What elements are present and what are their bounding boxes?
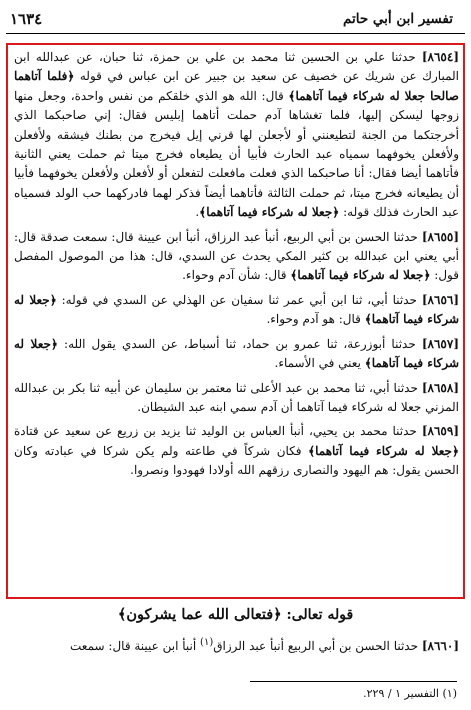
entry-text: حدثنا محمد بن يحيي، أنبأ العباس بن الوليد ثنا يزيد بن زريع عن سعيد عن قتادة	[14, 424, 422, 439]
footnote: (١) التفسير ١ / ٢٢٩.	[363, 687, 457, 700]
entry-8657	[14, 335, 459, 374]
verse-heading	[6, 606, 465, 630]
heading-verse: ﴿فتعالى الله عما يشركون﴾	[117, 606, 282, 623]
entry-text: .	[195, 205, 200, 220]
entry-number: [٨٦٦٠]	[421, 639, 459, 653]
quran-quote: ﴿جعلا له شركاء فيما آتاهما﴾	[308, 443, 459, 458]
footnote-divider	[250, 681, 457, 682]
entry-number: [٨٦٥٩]	[421, 424, 459, 439]
entry-text: حدثنا أبوزرعة، ثنا عمرو بن حماد، ثنا أسباط، عن السدي يقول الله:	[57, 336, 422, 351]
quran-quote: ﴿جعلا له شركاء فيما آتاهما﴾	[290, 268, 431, 283]
entry-number: [٨٦٥٤]	[421, 50, 459, 64]
entry-text: حدثنا أبي، ثنا ابن أبي عمر ثنا سفيان عن الهذلي عن السدي في قوله:	[56, 292, 422, 307]
entry-text: حدثنا علي بن الحسين ثنا محمد بن علي بن حمزة، ثنا حبان، عن عبدالله ابن المبارك عن شريك عن خصيف عن سعيد بن جبير عن ابن عباس في قوله	[14, 50, 459, 84]
entry-number: [٨٦٥٧]	[421, 336, 459, 351]
entry-text: قال: الله هو الذي خلقكم من نفس واحدة، وجعل منها زوجها ليسكن إليها، فلما تغشاها آدم حملت أتاهما إبليس فقال: إني صاحبكما الذي أخرجتكما من الجنة لتطيعنني أو لأجعلن لها قرني إيل فيخرج من بطنك فيشقه ولأفعلن ولأفعلن يخوفهما سمياه عبد الحارث فأبيا أن يطيعاه فخرج ميتا ثم حملت يعني الثانية فأتاهما أيضا فقال: أنا صاحبكما الذي فعلت مافعلت لتفعلن أو لأفعلن ولأفعلن يخوفهما فأبيا أن يطيعانه فخرج ميتا، ثم حملت الثالثة فأتاهما أيضاً فذكر لهما فادركهما حب الولد فسمياه عبد الحارث فذلك قوله:	[14, 88, 459, 220]
entry-text: أنبأ ابن عيينة قال: سمعت	[70, 639, 201, 653]
entry-8660	[14, 633, 459, 655]
entry-text: حدثنا أبي، ثنا محمد بن عبد الأعلى ثنا معتمر بن سليمان عن أبيه ثنا بكر بن عبدالله المزني جعلا له شركاء فيما آتاهما أن آدم سمي ابنه عبد الشيطان.	[14, 380, 459, 414]
page-header	[6, 6, 465, 32]
heading-prefix: قوله تعالى:	[281, 607, 354, 623]
entry-8659	[14, 422, 459, 480]
entry-8655	[14, 228, 459, 286]
entry-text: حدثنا الحسن بن أبي الربيع، أنبأ عبد الرزاق، أنبأ ابن عيينة قال: سمعت صدقة قال: أبي يعني ابن عبدالله بن كثير المكي يحدث عن السدي، قال: هذا من الموصول المفصل قول:	[14, 229, 459, 283]
entry-text: قال: هو آدم وحواء.	[266, 312, 365, 327]
footnote-ref: (١)	[200, 637, 214, 648]
entry-8658	[14, 379, 459, 418]
entry-number: [٨٦٥٥]	[421, 229, 459, 244]
entry-8654	[14, 48, 459, 223]
main-text	[14, 48, 459, 596]
quran-quote: ﴿جعلا له شركاء فيما آتاهما﴾	[14, 336, 459, 371]
entry-text: قال: شأن آدم وحواء.	[182, 268, 291, 283]
quran-quote: ﴿فلما آتاهما صالحا جعلا له شركاء فيما آتاهما﴾	[14, 69, 459, 103]
entry-8656	[14, 291, 459, 330]
header-divider	[6, 33, 465, 34]
entry-number: [٨٦٥٦]	[421, 292, 459, 307]
page-number: ١٦٣٤	[10, 10, 43, 28]
entry-text: حدثنا الحسن بن أبي الربيع أنبأ عبد الرزاق	[213, 639, 422, 653]
entry-text: يعني في الأسماء.	[274, 356, 365, 371]
entry-text: فكان شركاً في طاعته ولم يكن شركا في عبادته وكان الحسن يقول: هم اليهود والنصارى رزقهم الله أولادا فهودوا ونصروا.	[14, 443, 459, 478]
book-title: تفسير ابن أبي حاتم	[343, 11, 453, 27]
entry-number: [٨٦٥٨]	[421, 380, 459, 395]
quran-quote: ﴿جعلا له شركاء فيما آتاهما﴾	[14, 292, 459, 327]
quran-quote: ﴿جعلا له شركاء فيما آتاهما﴾	[199, 205, 340, 220]
